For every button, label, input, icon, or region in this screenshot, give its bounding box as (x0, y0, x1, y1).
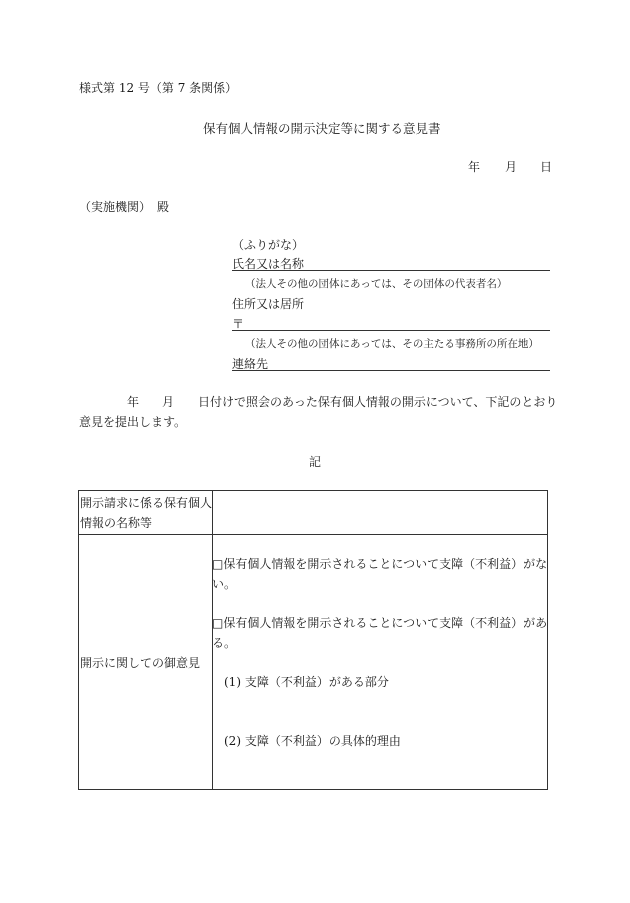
address-underline (232, 330, 550, 331)
option-no-harm-line1[interactable]: □保有個人情報を開示されることについて支障（不利益）がな (212, 557, 548, 571)
option-harm-line2: る。 (212, 636, 237, 650)
body-month: 月 (162, 395, 175, 409)
ki-heading: 記 (309, 455, 322, 469)
date-month-label: 月 (505, 160, 518, 174)
furigana-label: （ふりがな） (232, 238, 305, 252)
contact-underline (232, 370, 550, 371)
row1-label-line1: 開示請求に係る保有個人 (80, 496, 213, 510)
address-label: 住所又は居所 (232, 297, 305, 311)
option-harm-line1[interactable]: □保有個人情報を開示されることについて支障（不利益）があ (212, 616, 548, 630)
item-harm-part: (1) 支障（不利益）がある部分 (224, 675, 389, 689)
body-line1: 日付けで照会のあった保有個人情報の開示について、下記のとおり (198, 395, 558, 409)
row1-label-line2: 情報の名称等 (80, 516, 153, 530)
row2-label: 開示に関しての御意見 (80, 656, 201, 670)
form-number: 様式第 12 号（第 7 条関係） (79, 81, 238, 95)
name-underline (232, 270, 550, 271)
address-note: （法人その他の団体にあっては、その主たる事務所の所在地） (245, 338, 539, 350)
table-row-divider (78, 534, 548, 535)
page-title: 保有個人情報の開示決定等に関する意見書 (203, 121, 441, 136)
row1-value-cell[interactable] (213, 491, 547, 534)
body-year: 年 (127, 395, 140, 409)
body-line2: 意見を提出します。 (79, 415, 187, 429)
item-harm-reason: (2) 支障（不利益）の具体的理由 (224, 734, 401, 748)
postal-mark: 〒 (232, 317, 245, 331)
name-note: （法人その他の団体にあっては、その団体の代表者名） (245, 278, 508, 290)
addressee: （実施機関） 殿 (79, 200, 170, 214)
name-label: 氏名又は名称 (232, 257, 305, 271)
option-no-harm-line2: い。 (212, 577, 237, 591)
date-day-label: 日 (540, 160, 553, 174)
date-year-label: 年 (468, 160, 481, 174)
contact-label: 連絡先 (232, 357, 269, 371)
